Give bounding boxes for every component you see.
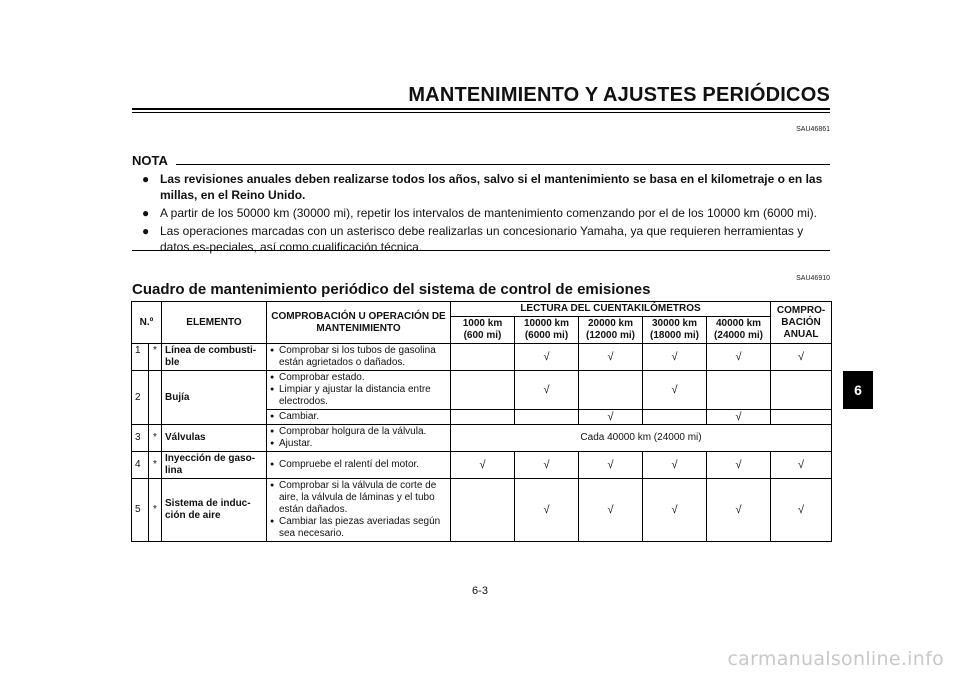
bullet-icon: ● [142,172,150,186]
header-operation: COMPROBACIÓN U OPERACIÓN DE MANTENIMIENTO [267,302,451,344]
nota-rule [176,164,830,165]
row-operations [267,344,451,371]
bullet-icon: ● [142,206,150,220]
table-row [132,425,832,452]
table-row [132,452,832,479]
check-cell: √ [707,452,771,479]
operation-item: ● Ajustar. [270,438,447,450]
check-cell [451,371,515,410]
asterisk-mark: * [149,344,162,371]
row-number: 4 [132,452,149,479]
row-operations [267,371,451,410]
check-cell [771,371,832,410]
maintenance-table [131,301,832,542]
check-cell: √ [707,410,771,425]
check-cell: √ [515,371,579,410]
row-element: Sistema de induc-ción de aire [162,479,267,542]
table-row [132,479,832,542]
operation-item: ● Comprobar si la válvula de corte de aire, la válvula de láminas y el tubo están dañados. [270,480,447,516]
row-number: 3 [132,425,149,452]
watermark: carmanualsonline.info [727,648,944,670]
nota-end-divider [132,250,830,251]
check-cell: √ [515,479,579,542]
row-operations [267,479,451,542]
row-operations [267,410,451,425]
check-cell: √ [579,410,643,425]
bullet-icon: ● [142,224,150,238]
header-element: ELEMENTO [162,302,267,344]
table-row [132,344,832,371]
check-cell: √ [643,371,707,410]
check-cell [515,410,579,425]
operation-item: ● Cambiar. [270,411,447,423]
check-cell: √ [579,479,643,542]
header-interval: 10000 km (6000 mi) [515,317,579,344]
operation-item: ● Cambiar las piezas averiadas según sea necesario. [270,516,447,540]
reference-code-section: SAU46910 [796,275,830,282]
operation-item: ● Limpiar y ajustar la distancia entre electrodos. [270,384,447,408]
check-cell [579,371,643,410]
asterisk-mark: * [149,425,162,452]
header-interval: 30000 km (18000 mi) [643,317,707,344]
row-element: Línea de combusti-ble [162,344,267,371]
row-number: 5 [132,479,149,542]
section-title: Cuadro de mantenimiento periódico del sistema de control de emisiones [132,281,651,298]
title-divider-thin [132,112,830,113]
asterisk-mark: * [149,479,162,542]
header-interval: 20000 km (12000 mi) [579,317,643,344]
row-number: 1 [132,344,149,371]
check-cell [451,344,515,371]
nota-header [132,153,830,167]
reference-code-nota: SAU46861 [796,126,830,133]
page-title: MANTENIMIENTO Y AJUSTES PERIÓDICOS [408,84,830,106]
table-header-row [132,302,832,317]
header-interval: 40000 km (24000 mi) [707,317,771,344]
header-interval: 1000 km (600 mi) [451,317,515,344]
check-cell: √ [643,452,707,479]
nota-item-text: A partir de los 50000 km (30000 mi), repetir los intervalos de mantenimiento comenzando por el de los 10000 km (6000 mi). [160,206,818,220]
check-cell: √ [771,452,832,479]
nota-list [142,171,832,257]
nota-label: NOTA [132,153,168,168]
nota-item [142,171,832,203]
check-cell [451,479,515,542]
interval-span-cell: Cada 40000 km (24000 mi) [451,425,832,452]
check-cell: √ [579,452,643,479]
row-element: Bujía [162,371,267,425]
check-cell [771,410,832,425]
check-cell: √ [643,344,707,371]
header-num: N.º [132,302,162,344]
check-cell: √ [771,344,832,371]
row-operations [267,425,451,452]
check-cell [643,410,707,425]
check-cell: √ [707,479,771,542]
operation-item: ● Compruebe el ralentí del motor. [270,459,447,471]
header-annual: COMPRO-BACIÓN ANUAL [771,302,832,344]
title-divider [132,108,830,110]
row-operations [267,452,451,479]
row-element: Inyección de gaso-lina [162,452,267,479]
check-cell: √ [579,344,643,371]
asterisk-mark: * [149,452,162,479]
page-number: 6-3 [472,585,488,597]
check-cell: √ [771,479,832,542]
operation-item: ● Comprobar si los tubos de gasolina están agrietados o dañados. [270,345,447,369]
nota-item [142,205,832,221]
check-cell [707,371,771,410]
check-cell: √ [515,452,579,479]
check-cell: √ [451,452,515,479]
check-cell [451,410,515,425]
check-cell: √ [643,479,707,542]
operation-item: ● Comprobar holgura de la válvula. [270,426,447,438]
check-cell: √ [515,344,579,371]
header-odometer: LECTURA DEL CUENTAKILÓMETROS [451,302,771,317]
nota-item-text: Las revisiones anuales deben realizarse todos los años, salvo si el mantenimiento se basa en el kilometraje o en las millas, en el Reino Unido. [160,172,823,202]
operation-item: ● Comprobar estado. [270,372,447,384]
row-element: Válvulas [162,425,267,452]
asterisk-mark [149,371,162,425]
check-cell: √ [707,344,771,371]
nota-item-text: Las operaciones marcadas con un asterisco debe realizarlas un concesionario Yamaha, ya que requieren herramientas y datos es-peciales, así como cualificación técnica. [160,224,804,254]
row-number: 2 [132,371,149,425]
table-row [132,371,832,410]
chapter-tab: 6 [843,371,873,409]
